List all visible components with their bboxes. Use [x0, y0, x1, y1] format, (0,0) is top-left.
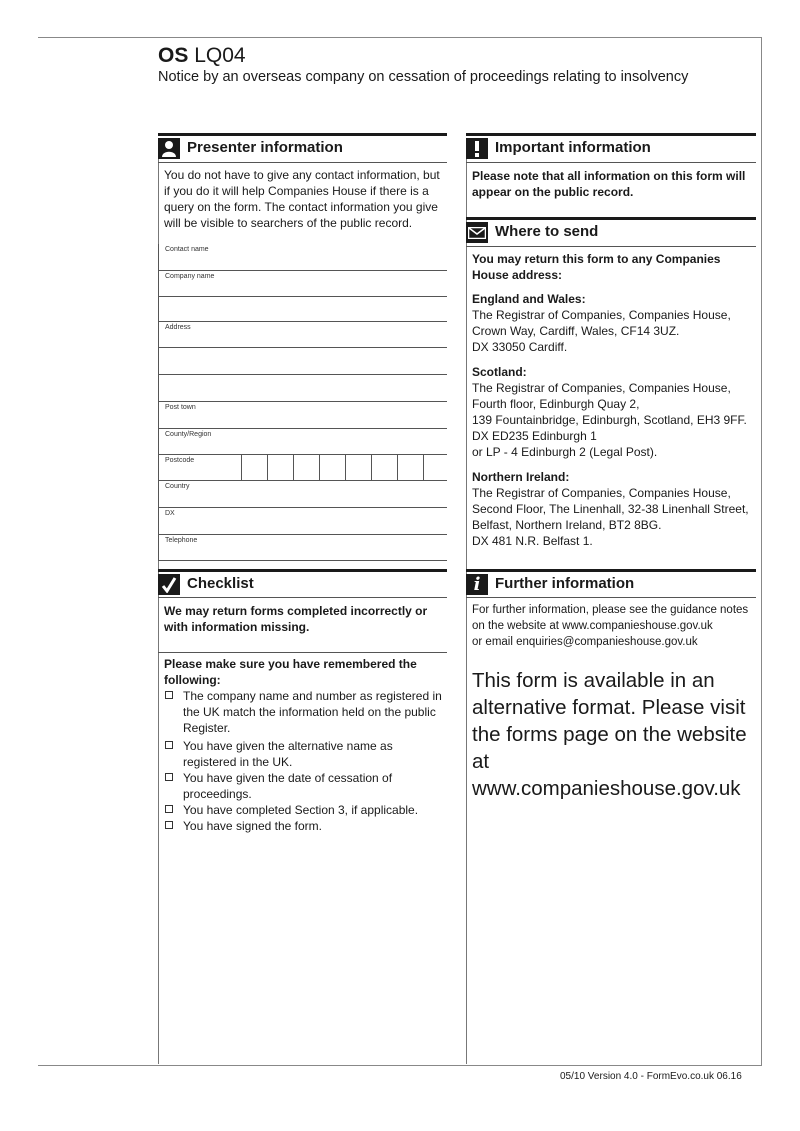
further-info-line: on the website at www.companieshouse.gov.uk [472, 620, 713, 632]
ni-address [472, 469, 760, 549]
checklist-warning [158, 597, 447, 635]
county-field[interactable] [158, 429, 447, 455]
important-section-header [466, 133, 756, 157]
postcode-char-box[interactable] [267, 455, 289, 481]
contact-name-field[interactable] [158, 244, 447, 271]
alternative-format-notice: This form is available in an alternative format. Please visit the forms page on the website at www.companieshouse.gov.uk [472, 669, 747, 800]
form-code-prefix: OS [158, 44, 189, 67]
checklist-section-header [158, 569, 447, 593]
address-line: Fourth floor, Edinburgh Quay 2, [472, 397, 640, 411]
important-text [466, 162, 756, 200]
important-section-title: Important information [495, 139, 651, 156]
page-right-rule [761, 37, 762, 1065]
where-to-send-header [466, 217, 756, 241]
postcode-char-box[interactable] [423, 455, 445, 481]
address-line: 139 Fountainbridge, Edinburgh, Scotland, EH3 9FF. [472, 413, 747, 427]
address-line: or LP - 4 Edinburgh 2 (Legal Post). [472, 445, 658, 459]
postcode-char-box[interactable] [345, 455, 367, 481]
important-text-content: Please note that all information on this form will appear on the public record. [472, 169, 746, 199]
company-name-field-line-2[interactable] [158, 297, 447, 322]
form-code-number: LQ04 [194, 44, 246, 67]
company-name-label: Company name [165, 273, 215, 280]
presenter-section-header [158, 133, 447, 157]
further-info-text [466, 597, 756, 650]
address-line: DX 33050 Cardiff. [472, 340, 568, 354]
postcode-char-box[interactable] [293, 455, 315, 481]
exclamation-icon [466, 138, 488, 159]
postcode-char-box[interactable] [319, 455, 341, 481]
further-info-line: or email enquiries@companieshouse.gov.uk [472, 636, 698, 648]
telephone-field[interactable] [158, 535, 447, 561]
checkbox[interactable] [165, 741, 173, 749]
postcode-label: Postcode [165, 457, 195, 464]
england-heading: England and Wales: [472, 292, 586, 306]
checklist-item-text: You have given the date of cessation of proceedings. [183, 771, 393, 801]
scotland-address [472, 364, 760, 460]
presenter-section-title: Presenter information [187, 139, 343, 156]
dx-label: DX [165, 510, 175, 517]
further-info-title: Further information [495, 575, 635, 592]
country-field[interactable] [158, 481, 447, 508]
checklist-item-text: The company name and number as registered in the UK match the information held on the public Register. [183, 689, 442, 735]
address-line: Crown Way, Cardiff, Wales, CF14 3UZ. [472, 324, 680, 338]
presenter-intro [158, 162, 447, 242]
checklist-item-text: You have signed the form. [183, 819, 322, 833]
address-field-line-3[interactable] [158, 375, 447, 402]
address-line: Second Floor, The Linenhall, 32-38 Linenhall Street, [472, 502, 749, 516]
scotland-heading: Scotland: [472, 365, 527, 379]
address-line: Belfast, Northern Ireland, BT2 8BG. [472, 518, 662, 532]
checkbox[interactable] [165, 691, 173, 699]
info-icon: i [466, 574, 488, 595]
address-line: DX 481 N.R. Belfast 1. [472, 534, 593, 548]
address-line: The Registrar of Companies, Companies House, [472, 381, 731, 395]
post-town-field[interactable] [158, 402, 447, 429]
contact-name-label: Contact name [165, 246, 209, 253]
checklist-item-text: You have given the alternative name as registered in the UK. [183, 739, 393, 769]
county-label: County/Region [165, 431, 212, 438]
page-top-rule [38, 37, 762, 38]
dx-field[interactable] [158, 508, 447, 535]
country-label: Country [165, 483, 190, 490]
telephone-label: Telephone [165, 537, 198, 544]
form-code [158, 44, 246, 68]
checklist-section-title: Checklist [187, 575, 254, 592]
checklist-intro: Please make sure you have remembered the following: [164, 657, 417, 687]
presenter-intro-text: You do not have to give any contact information, but if you do it will help Companies House if there is a query on the form. The contact information you give will be visible to searchers of the public record. [164, 168, 440, 230]
footer-version: 05/10 Version 4.0 - FormEvo.co.uk 06.16 [560, 1071, 742, 1082]
postcode-char-box[interactable] [397, 455, 419, 481]
where-to-send-intro [466, 246, 756, 283]
person-icon [158, 138, 180, 159]
where-to-send-title: Where to send [495, 223, 599, 240]
where-to-send-intro-text: You may return this form to any Companies House address: [472, 252, 721, 282]
address-line: The Registrar of Companies, Companies House, [472, 308, 731, 322]
postcode-field[interactable] [158, 455, 447, 481]
checkbox[interactable] [165, 805, 173, 813]
england-address [472, 291, 760, 355]
checklist-warning-text: We may return forms completed incorrectly or with information missing. [164, 604, 428, 634]
address-field[interactable] [158, 322, 447, 348]
checkmark-icon [158, 574, 180, 595]
post-town-label: Post town [165, 404, 196, 411]
further-info-line: For further information, please see the guidance notes [472, 604, 749, 616]
address-label: Address [165, 324, 191, 331]
postcode-char-box[interactable] [241, 455, 263, 481]
address-line: DX ED235 Edinburgh 1 [472, 429, 597, 443]
further-info-header [466, 569, 756, 593]
envelope-icon [466, 222, 488, 243]
checklist-item-text: You have completed Section 3, if applicable. [183, 803, 419, 817]
address-line: The Registrar of Companies, Companies House, [472, 486, 731, 500]
company-name-field[interactable] [158, 271, 447, 297]
postcode-char-box[interactable] [371, 455, 393, 481]
form-subtitle: Notice by an overseas company on cessation of proceedings relating to insolvency [158, 69, 689, 85]
page-bottom-rule [38, 1065, 762, 1066]
checklist-divider [158, 652, 447, 653]
address-field-line-2[interactable] [158, 348, 447, 375]
ni-heading: Northern Ireland: [472, 470, 570, 484]
checkbox[interactable] [165, 821, 173, 829]
checkbox[interactable] [165, 773, 173, 781]
